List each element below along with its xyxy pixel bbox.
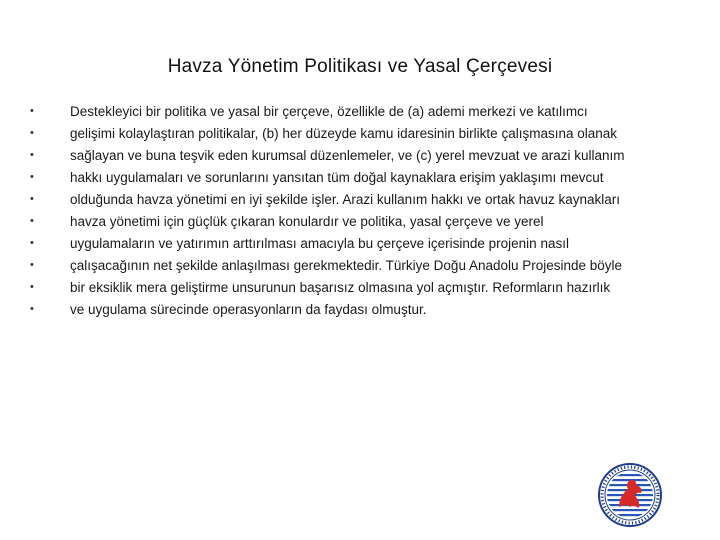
bullet-item [30, 213, 702, 230]
bullet-dot-icon: • [30, 193, 34, 205]
bullet-item [30, 169, 702, 186]
bullet-list [30, 103, 702, 323]
bullet-text: olduğunda havza yönetimi en iyi şekilde işler. Arazi kullanım hakkı ve ortak havuz kaynakları [70, 192, 621, 207]
bullet-item [30, 147, 702, 164]
bullet-dot-icon: • [30, 127, 34, 139]
bullet-text: havza yönetimi için güçlük çıkaran konulardır ve politika, yasal çerçeve ve yerel [70, 214, 544, 229]
bullet-item [30, 103, 702, 120]
bullet-dot-icon: • [30, 215, 34, 227]
bullet-dot-icon: • [30, 259, 34, 271]
slide-title: Havza Yönetim Politikası ve Yasal Çerçevesi [167, 56, 553, 77]
bullet-text: bir eksiklik mera geliştirme unsurunun başarısız olmasına yol açmıştır. Reformların hazırlık [70, 280, 611, 295]
bullet-text: ve uygulama sürecinde operasyonların da faydası olmuştur. [70, 302, 427, 317]
bullet-dot-icon: • [30, 237, 34, 249]
bullet-item [30, 257, 702, 274]
bullet-dot-icon: • [30, 105, 34, 117]
bullet-item [30, 125, 702, 142]
bullet-text: uygulamaların ve yatırımın arttırılması amacıyla bu çerçeve içerisinde projenin nasıl [70, 236, 569, 251]
bullet-dot-icon: • [30, 149, 34, 161]
bullet-text: gelişimi kolaylaştıran politikalar, (b) her düzeyde kamu idaresinin birlikte çalışmasına olanak [70, 126, 618, 141]
bullet-item [30, 235, 702, 252]
bullet-text: çalışacağının net şekilde anlaşılması gerekmektedir. Türkiye Doğu Anadolu Projesinde böyle [70, 258, 623, 273]
bullet-item [30, 279, 702, 296]
bullet-text: hakkı uygulamaları ve sorunlarını yansıtan tüm doğal kaynaklara erişim yaklaşımı mevcut [70, 170, 604, 185]
bullet-dot-icon: • [30, 303, 34, 315]
bullet-item [30, 301, 702, 318]
bullet-dot-icon: • [30, 281, 34, 293]
bullet-item [30, 191, 702, 208]
bullet-text: Destekleyici bir politika ve yasal bir çerçeve, özellikle de (a) ademi merkezi ve katılımcı [70, 104, 588, 119]
university-seal-icon [597, 462, 663, 528]
bullet-dot-icon: • [30, 171, 34, 183]
bullet-text: sağlayan ve buna teşvik eden kurumsal düzenlemeler, ve (c) yerel mevzuat ve arazi kullanım [70, 148, 625, 163]
